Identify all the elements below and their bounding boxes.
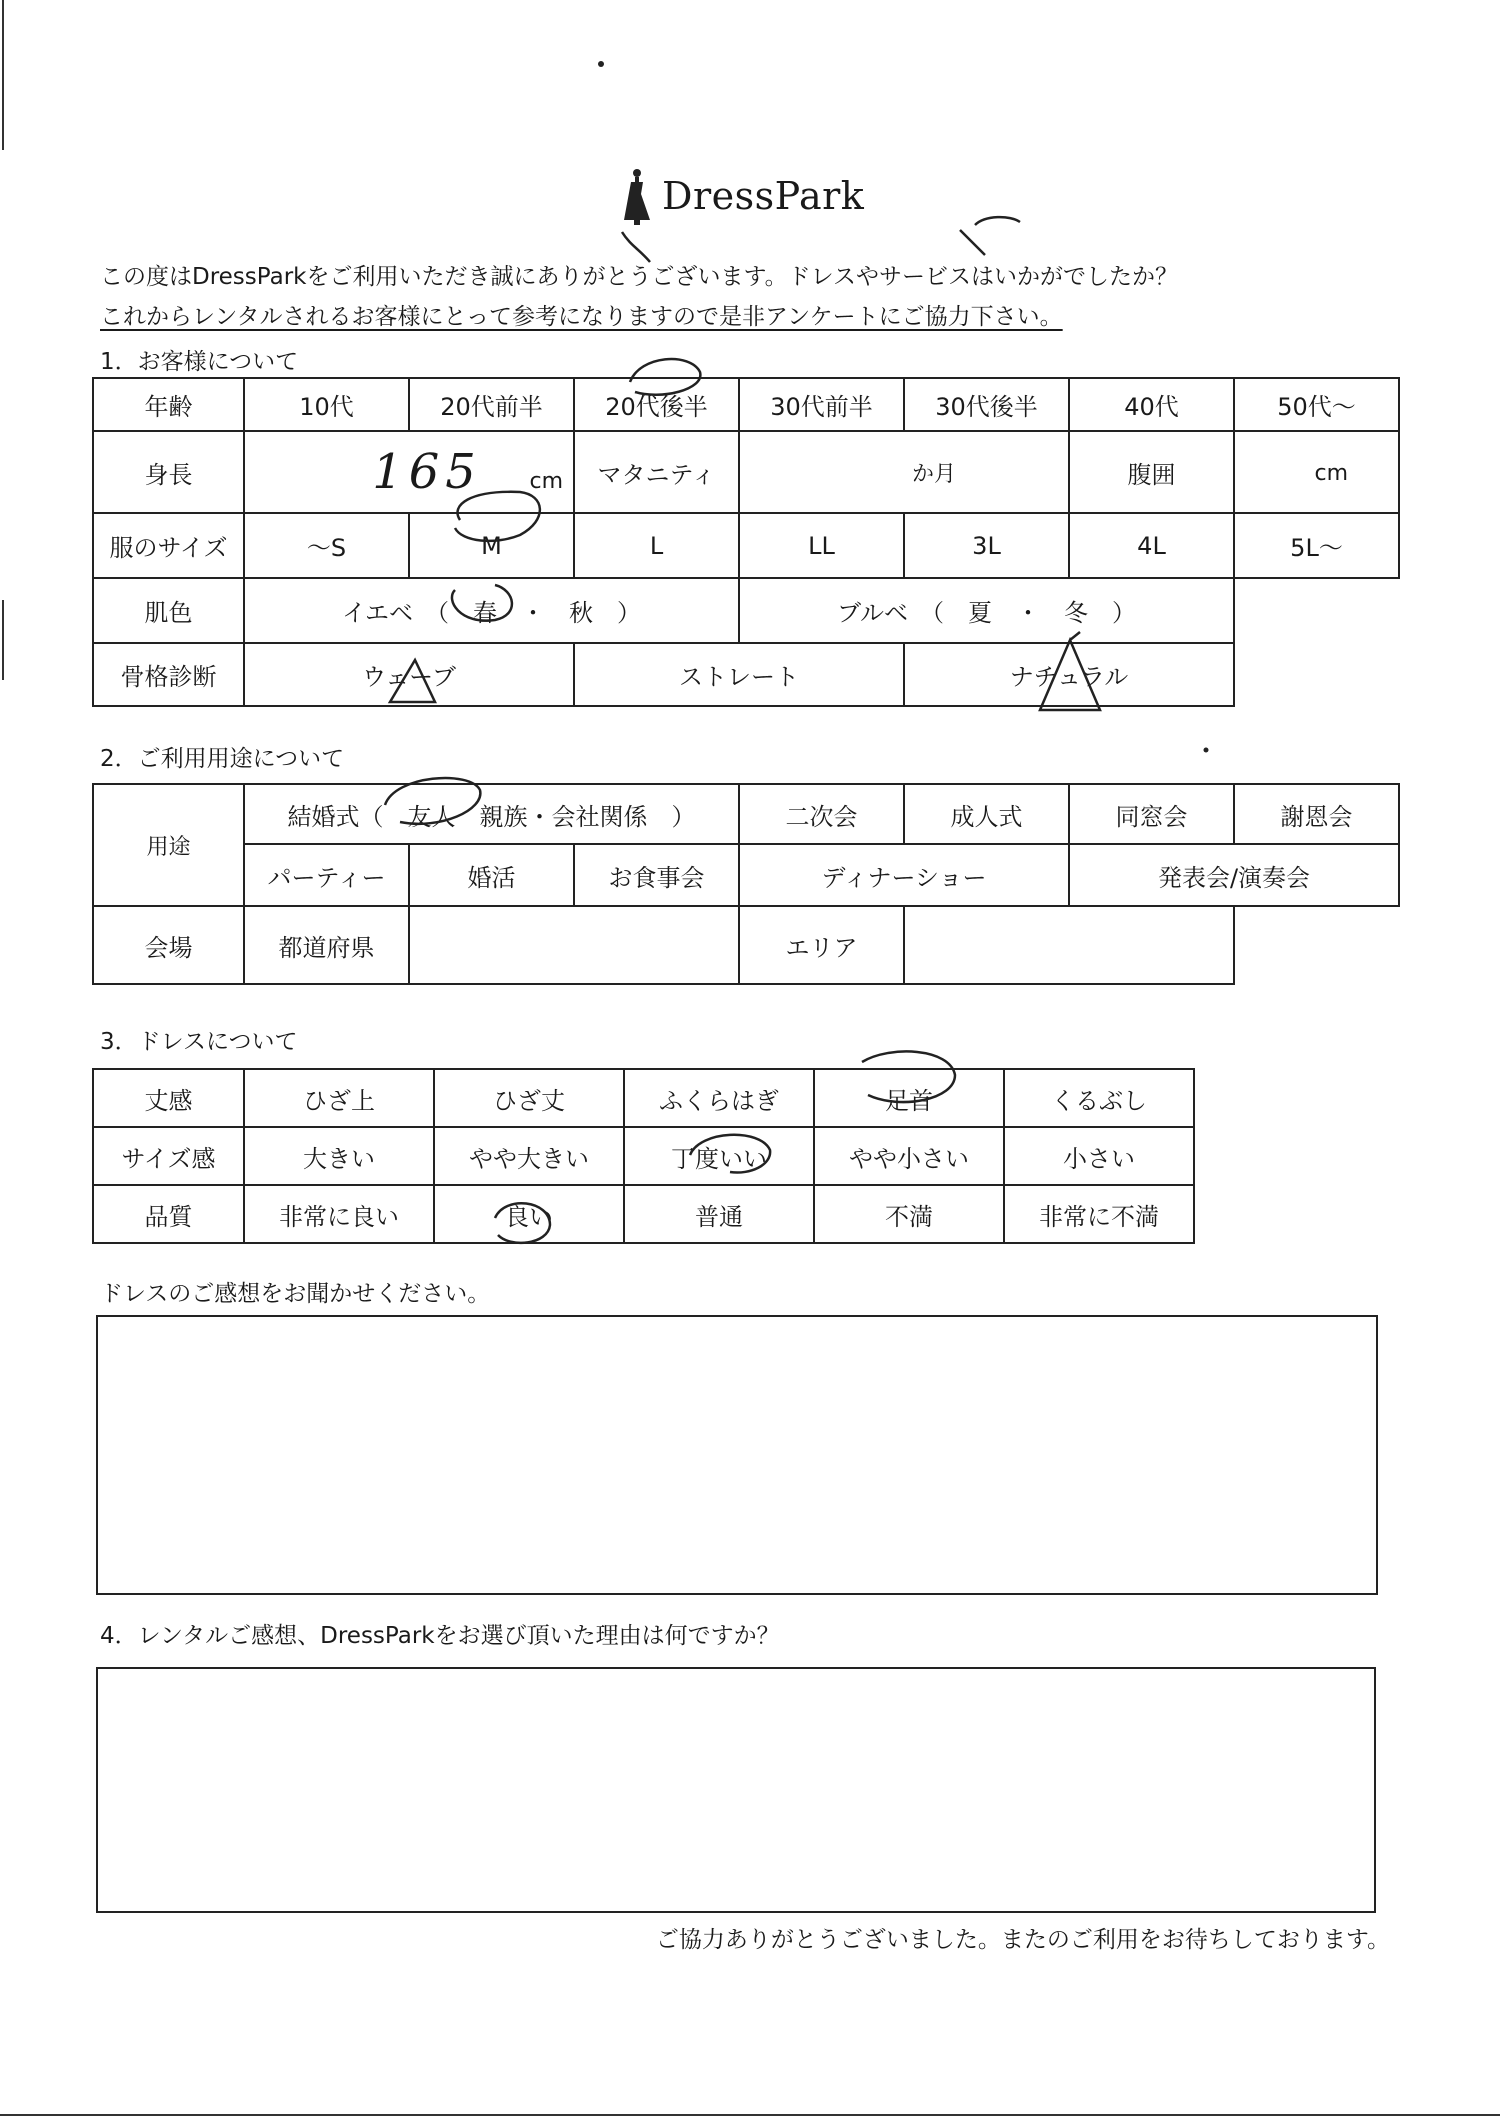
fit-option[interactable]: やや大きい [434,1127,624,1185]
body-type-wave[interactable]: ウェーブ [244,643,574,706]
body-type-straight[interactable]: ストレート [574,643,904,706]
prefecture-field[interactable] [409,906,739,984]
body-type-natural[interactable]: ナチュラル [904,643,1234,706]
age-row [93,378,1399,431]
area-field[interactable] [904,906,1234,984]
stray-dot [1204,748,1209,753]
purpose-table [92,783,1400,985]
dress-comment-box[interactable] [96,1315,1378,1595]
age-option[interactable]: 20代前半 [409,378,574,431]
quality-label: 品質 [93,1185,244,1243]
prefecture-label: 都道府県 [244,906,409,984]
height-row [93,431,1399,513]
height-field[interactable] [244,431,574,513]
waist-unit: cm [1314,461,1348,486]
waist-label: 腹囲 [1069,431,1234,513]
skin-tone-label: 肌色 [93,578,244,643]
scan-edge-mark [2,0,4,150]
stray-mark [960,217,1020,255]
purpose-row-2 [93,844,1399,906]
purpose-option[interactable]: 成人式 [904,784,1069,844]
quality-option-selected[interactable]: 良い [434,1185,624,1243]
dress-comment-prompt: ドレスのご感想をお聞かせください。 [100,1281,491,1307]
customer-info-table [92,377,1400,707]
quality-option[interactable]: 非常に良い [244,1185,434,1243]
body-type-label: 骨格診断 [93,643,244,706]
size-option[interactable]: L [574,513,739,578]
scan-edge-mark [2,600,4,680]
rental-comment-box[interactable] [96,1667,1376,1913]
dress-figure-icon [620,168,654,226]
purpose-wedding[interactable]: 結婚式（ 友人 親族・会社関係 ） [244,784,739,844]
length-option-selected[interactable]: 足首 [814,1069,1004,1127]
waist-field[interactable] [1234,431,1399,513]
brand-name: DressPark [662,174,865,218]
yellow-base-option[interactable]: イエベ （ 春 ・ 秋 ） [244,578,739,643]
section3-heading: 3．ドレスについて [100,1029,298,1055]
maternity-label: マタニティ [574,431,739,513]
stray-dot [598,61,604,67]
fit-option-selected[interactable]: 丁度いい [624,1127,814,1185]
age-option[interactable]: 40代 [1069,378,1234,431]
quality-option[interactable]: 非常に不満 [1004,1185,1194,1243]
length-option[interactable]: ふくらはぎ [624,1069,814,1127]
age-label: 年齢 [93,378,244,431]
months-unit: か月 [911,461,956,487]
body-type-row [93,643,1399,706]
quality-option[interactable]: 不満 [814,1185,1004,1243]
closing-message: ご協力ありがとうございました。またのご利用をお待ちしております。 [655,1927,1390,1953]
quality-option[interactable]: 普通 [624,1185,814,1243]
length-label: 丈感 [93,1069,244,1127]
page-edge-line [0,2114,1500,2116]
empty-cell [1234,643,1399,706]
brand-logo [620,168,865,228]
purpose-option[interactable]: パーティー [244,844,409,906]
size-option-selected[interactable]: M [409,513,574,578]
section1-heading: 1．お客様について [100,349,299,375]
purpose-option[interactable]: 発表会/演奏会 [1069,844,1399,906]
size-option[interactable]: 3L [904,513,1069,578]
blue-base-option[interactable]: ブルベ （ 夏 ・ 冬 ） [739,578,1234,643]
empty-cell [1234,906,1399,984]
fit-label: サイズ感 [93,1127,244,1185]
age-option[interactable]: 50代～ [1234,378,1399,431]
age-option[interactable]: 30代後半 [904,378,1069,431]
purpose-option[interactable]: ディナーショー [739,844,1069,906]
length-row [93,1069,1194,1127]
size-option[interactable]: LL [739,513,904,578]
section4-heading: 4．レンタルご感想、DressParkをお選び頂いた理由は何ですか？ [100,1623,780,1649]
purpose-option[interactable]: 謝恩会 [1234,784,1399,844]
length-option[interactable]: ひざ上 [244,1069,434,1127]
age-option[interactable]: 30代前半 [739,378,904,431]
clothing-size-row [93,513,1399,578]
length-option[interactable]: ひざ丈 [434,1069,624,1127]
dress-rating-table [92,1068,1195,1244]
skin-tone-row [93,578,1399,643]
clothing-size-label: 服のサイズ [93,513,244,578]
venue-row [93,906,1399,984]
purpose-option[interactable]: 二次会 [739,784,904,844]
purpose-option[interactable]: お食事会 [574,844,739,906]
purpose-option[interactable]: 同窓会 [1069,784,1234,844]
size-option[interactable]: 4L [1069,513,1234,578]
height-label: 身長 [93,431,244,513]
purpose-label: 用途 [93,784,244,906]
maternity-months-field[interactable] [739,431,1069,513]
empty-cell [1234,578,1399,643]
intro-line-1: この度はDressParkをご利用いただき誠にありがとうございます。ドレスやサービスはいかがでしたか？ [100,264,1178,290]
area-label: エリア [739,906,904,984]
fit-option[interactable]: 大きい [244,1127,434,1185]
purpose-option[interactable]: 婚活 [409,844,574,906]
height-unit: cm [529,469,563,494]
age-option-selected[interactable]: 20代後半 [574,378,739,431]
purpose-row-1 [93,784,1399,844]
size-option[interactable]: ～S [244,513,409,578]
height-value: 165 [372,444,482,500]
fit-row [93,1127,1194,1185]
length-option[interactable]: くるぶし [1004,1069,1194,1127]
size-option[interactable]: 5L～ [1234,513,1399,578]
quality-row [93,1185,1194,1243]
section2-heading: 2．ご利用用途について [100,746,345,772]
intro-line-2: これからレンタルされるお客様にとって参考になりますので是非アンケートにご協力下さい。 [100,304,1063,330]
age-option[interactable]: 10代 [244,378,409,431]
fit-option[interactable]: 小さい [1004,1127,1194,1185]
venue-label: 会場 [93,906,244,984]
fit-option[interactable]: やや小さい [814,1127,1004,1185]
